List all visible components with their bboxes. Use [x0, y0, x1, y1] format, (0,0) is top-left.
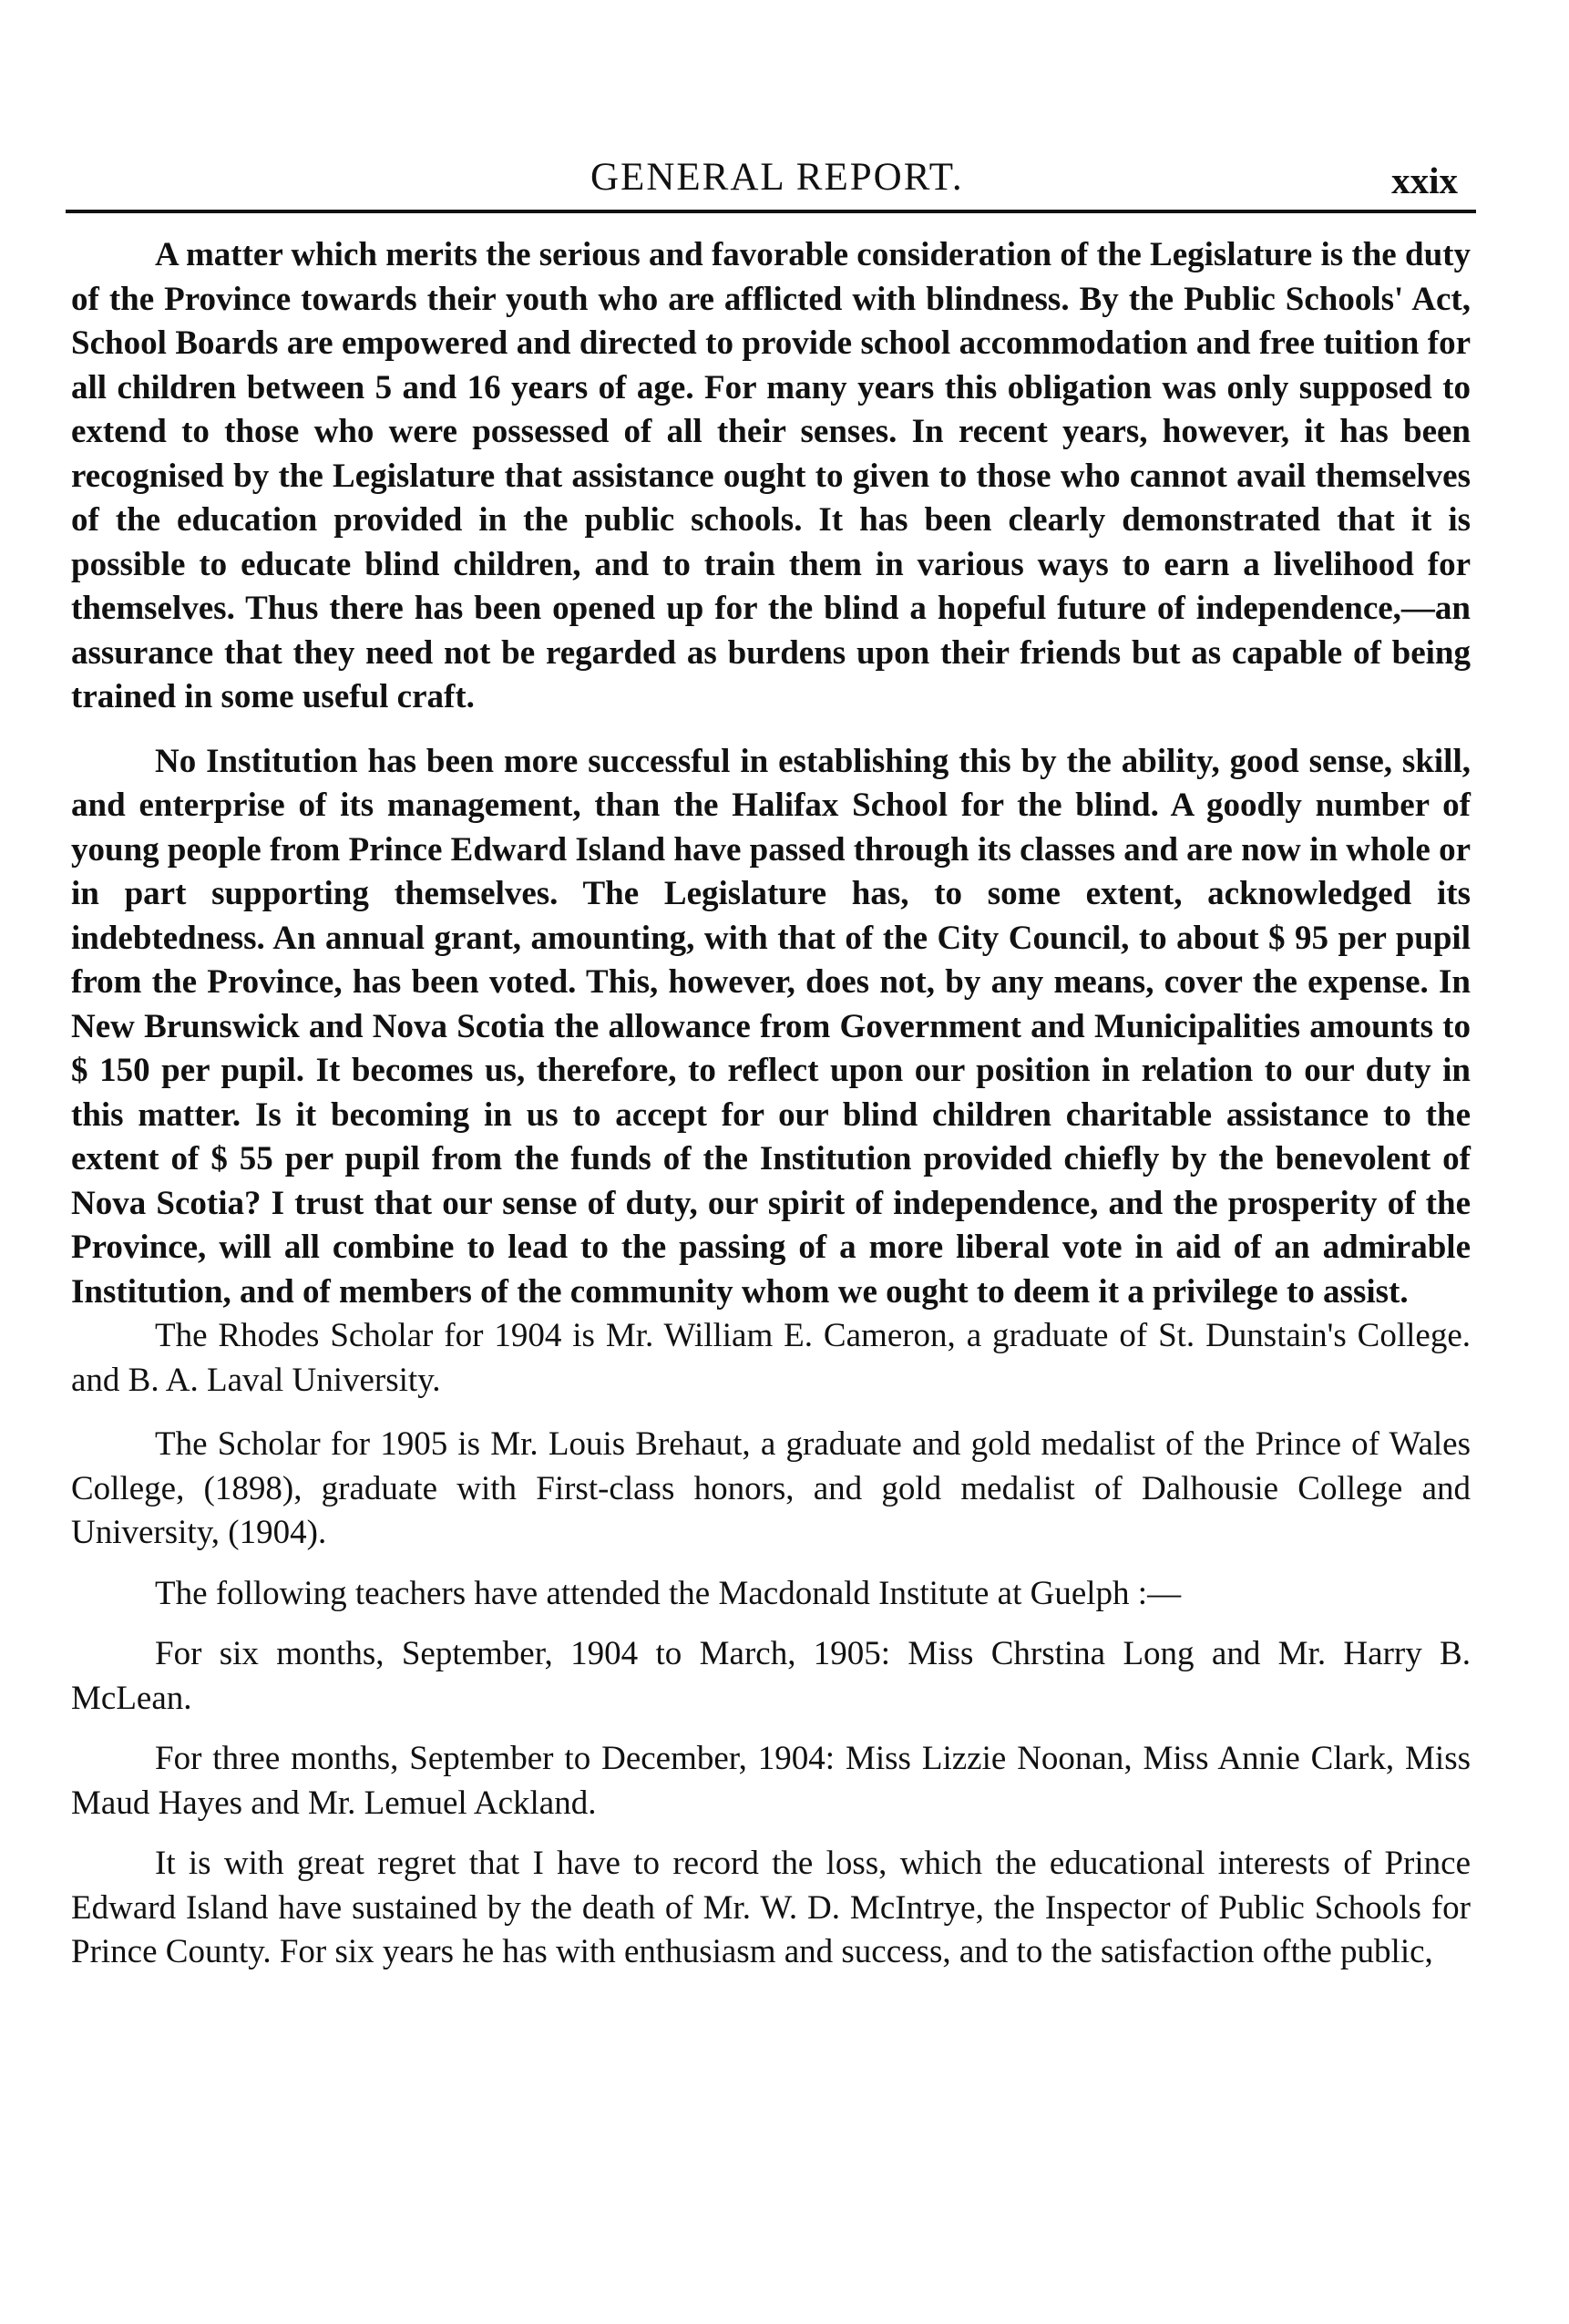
header-rule — [66, 210, 1476, 213]
paragraph-six-months: For six months, September, 1904 to March, 1905: Miss Chrstina Long and Mr. Harry B. McLean. — [71, 1635, 1471, 1717]
running-title: GENERAL REPORT. — [590, 156, 964, 199]
paragraph-scholar-1905: The Scholar for 1905 is Mr. Louis Brehaut, a graduate and gold medalist of the Prince of Wales College, (1898), graduate with First-class honors, and gold medalist of Dalhousie College and University, (1904). — [71, 1425, 1471, 1551]
paragraph-halifax-school: No Institution has been more successful in establishing this by the ability, good sense, skill, and enterprise of its management, than the Halifax School for the blind. A goodly number of young people from Prince Edward Island have passed through its classes and are now in whole or in part supporting themselves. The Legislature has, to some extent, acknowledged its indebtedness. An annual grant, amounting, with that of the City Council, to about $ 95 per pupil from the Province, has been voted. This, however, does not, by any means, cover the expense. In New Brunswick and Nova Scotia the allowance from Government and Municipalities amounts to $ 150 per pupil. It becomes us, therefore, to reflect upon our position in relation to our duty in this matter. Is it becoming in us to accept for our blind children charitable assistance to the extent of $ 55 per pupil from the funds of the Institution provided chiefly by the benevolent of Nova Scotia? I trust that our sense of duty, our spirit of independence, and the prosperity of the Province, will all combine to lead to the passing of a more liberal vote in aid of an admirable Institution, and of members of the community whom we ought to deem it a privilege to assist. — [71, 742, 1471, 1311]
page-header — [71, 155, 1471, 210]
page-number: xxix — [1391, 159, 1458, 201]
paragraph-rhodes-scholar-1904: The Rhodes Scholar for 1904 is Mr. William E. Cameron, a graduate of St. Dunstain's College. and B. A. Laval University. — [71, 1317, 1471, 1399]
paragraph-mcintyre-obituary: It is with great regret that I have to record the loss, which the educational interests of Prince Edward Island have sustained by the death of Mr. W. D. McIntrye, the Inspector of Public Schools for Prince County. For six years he has with enthusiasm and success, and to the satisfaction ofthe public, — [71, 1845, 1471, 1970]
paragraph-three-months: For three months, September to December, 1904: Miss Lizzie Noonan, Miss Annie Clark, Miss Maud Hayes and Mr. Lemuel Ackland. — [71, 1740, 1471, 1822]
paragraph-blind-education: A matter which merits the serious and favorable consideration of the Legislature is the duty of the Province towards their youth who are afflicted with blindness. By the Public Schools' Act, School Boards are empowered and directed to provide school accommodation and free tuition for all children between 5 and 16 years of age. For many years this obligation was only supposed to extend to those who were possessed of all their senses. In recent years, however, it has been recognised by the Legislature that assistance ought to given to those who cannot avail themselves of the education provided in the public schools. It has been clearly demonstrated that it is possible to educate blind children, and to train them in various ways to earn a livelihood for themselves. Thus there has been opened up for the blind a hopeful future of independence,—an assurance that they need not be regarded as burdens upon their friends but as capable of being trained in some useful craft. — [71, 236, 1471, 715]
paragraph-macdonald-institute: The following teachers have attended the Macdonald Institute at Guelph :— — [155, 1574, 1182, 1612]
